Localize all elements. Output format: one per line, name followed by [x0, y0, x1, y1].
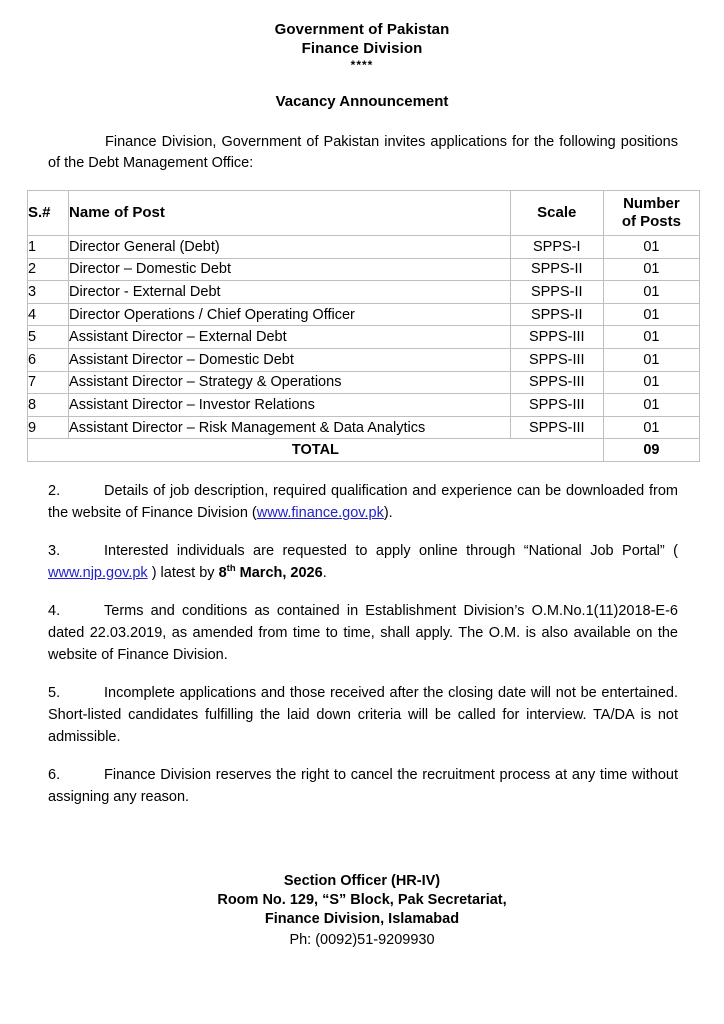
clause-2-text-before: Details of job description, required qualification and experience can be downloaded from the website of Finance Division ( [48, 482, 678, 521]
table-row [28, 281, 700, 304]
cell-serial: 9 [28, 416, 69, 439]
signature-address-line2: Finance Division, Islamabad [264, 911, 460, 927]
cell-scale: SPPS-III [510, 371, 603, 394]
table-row [28, 236, 700, 259]
clause-2-text-after: ). [383, 504, 393, 521]
column-header-scale: Scale [510, 191, 603, 236]
table-row [28, 258, 700, 281]
clause-3-text-after: . [322, 564, 327, 581]
clause-3-number: 3. [48, 542, 61, 559]
clause-4-text: Terms and conditions as contained in Establishment Division’s O.M.No.1(11)2018-E-6 dated 22.03.2019, as amended from time to time, shall apply. The O.M. is also available on the website of Finance Division. [48, 602, 678, 663]
clause-2 [48, 480, 678, 524]
page-title: Vacancy Announcement [275, 93, 449, 110]
header-government-line: Government of Pakistan [274, 21, 450, 38]
signature-phone: Ph: (0092)51-9209930 [289, 932, 435, 948]
deadline-day: 8 [218, 564, 227, 581]
cell-post: Director Operations / Chief Operating Officer [69, 303, 511, 326]
cell-serial: 4 [28, 303, 69, 326]
deadline-day-suffix: th [226, 563, 236, 575]
cell-serial: 1 [28, 236, 69, 259]
cell-posts: 01 [603, 416, 699, 439]
cell-posts: 01 [603, 281, 699, 304]
cell-post: Director General (Debt) [69, 236, 511, 259]
cell-scale: SPPS-III [510, 326, 603, 349]
cell-posts: 01 [603, 394, 699, 417]
cell-post: Assistant Director – Strategy & Operations [69, 371, 511, 394]
table-header [28, 191, 700, 236]
clause-6-number: 6. [48, 766, 61, 783]
table-header-row [28, 191, 700, 236]
cell-posts: 01 [603, 236, 699, 259]
cell-posts: 01 [603, 258, 699, 281]
column-header-number-line1: Number [623, 195, 680, 212]
clause-5-number: 5. [48, 684, 61, 701]
intro-paragraph: Finance Division, Government of Pakistan invites applications for the following positions of the Debt Management Office: [48, 134, 678, 171]
cell-scale: SPPS-III [510, 416, 603, 439]
cell-scale: SPPS-III [510, 394, 603, 417]
cell-serial: 8 [28, 394, 69, 417]
column-header-post: Name of Post [69, 191, 511, 236]
table-row [28, 326, 700, 349]
cell-posts: 01 [603, 371, 699, 394]
clause-3 [48, 540, 678, 584]
table-body [28, 236, 700, 462]
table-row [28, 348, 700, 371]
cell-post: Assistant Director – Risk Management & Data Analytics [69, 416, 511, 439]
cell-serial: 7 [28, 371, 69, 394]
deadline-date [219, 565, 323, 581]
clause-6-text: Finance Division reserves the right to cancel the recruitment process at any time without assigning any reason. [48, 766, 678, 805]
table-row [28, 416, 700, 439]
clause-6 [48, 764, 678, 808]
clause-2-number: 2. [48, 482, 61, 499]
clause-4 [48, 600, 678, 666]
table-row [28, 394, 700, 417]
cell-serial: 6 [28, 348, 69, 371]
clause-4-number: 4. [48, 602, 61, 619]
total-label: TOTAL [28, 439, 604, 462]
clause-5-text: Incomplete applications and those received after the closing date will not be entertained. Short-listed candidates fulfilling the laid down criteria will be called for interview. TA/DA is not admissible. [48, 684, 678, 745]
cell-serial: 3 [28, 281, 69, 304]
table-total-row [28, 439, 700, 462]
signature-address-line1: Room No. 129, “S” Block, Pak Secretariat, [217, 892, 507, 908]
cell-scale: SPPS-II [510, 303, 603, 326]
cell-post: Director – Domestic Debt [69, 258, 511, 281]
finance-website-link[interactable]: www.finance.gov.pk [256, 504, 384, 521]
njp-website-link[interactable]: www.njp.gov.pk [48, 564, 148, 581]
total-posts: 09 [603, 439, 699, 462]
cell-post: Assistant Director – Investor Relations [69, 394, 511, 417]
clause-5 [48, 682, 678, 748]
cell-serial: 5 [28, 326, 69, 349]
vacancy-table [27, 190, 700, 462]
cell-serial: 2 [28, 258, 69, 281]
cell-scale: SPPS-I [510, 236, 603, 259]
cell-posts: 01 [603, 326, 699, 349]
cell-scale: SPPS-II [510, 258, 603, 281]
cell-post: Assistant Director – Domestic Debt [69, 348, 511, 371]
cell-posts: 01 [603, 303, 699, 326]
clause-3-text-mid: ) latest by [147, 564, 219, 581]
table-row [28, 303, 700, 326]
cell-scale: SPPS-II [510, 281, 603, 304]
column-header-number-of-posts [603, 191, 699, 236]
clause-3-text-before: Interested individuals are requested to apply online through “National Job Portal” ( [104, 542, 678, 559]
header-asterisk-divider: **** [350, 58, 374, 72]
signature-block [0, 872, 724, 951]
document-header [0, 0, 724, 111]
table-row [28, 371, 700, 394]
cell-posts: 01 [603, 348, 699, 371]
deadline-month-year: March, 2026 [235, 564, 323, 581]
column-header-number-line2: of Posts [621, 213, 681, 230]
vacancy-table-wrapper [27, 190, 700, 462]
header-division-line: Finance Division [301, 40, 423, 57]
cell-scale: SPPS-III [510, 348, 603, 371]
cell-post: Director - External Debt [69, 281, 511, 304]
cell-post: Assistant Director – External Debt [69, 326, 511, 349]
column-header-serial: S.# [28, 191, 69, 236]
signature-officer-title: Section Officer (HR-IV) [283, 873, 441, 889]
